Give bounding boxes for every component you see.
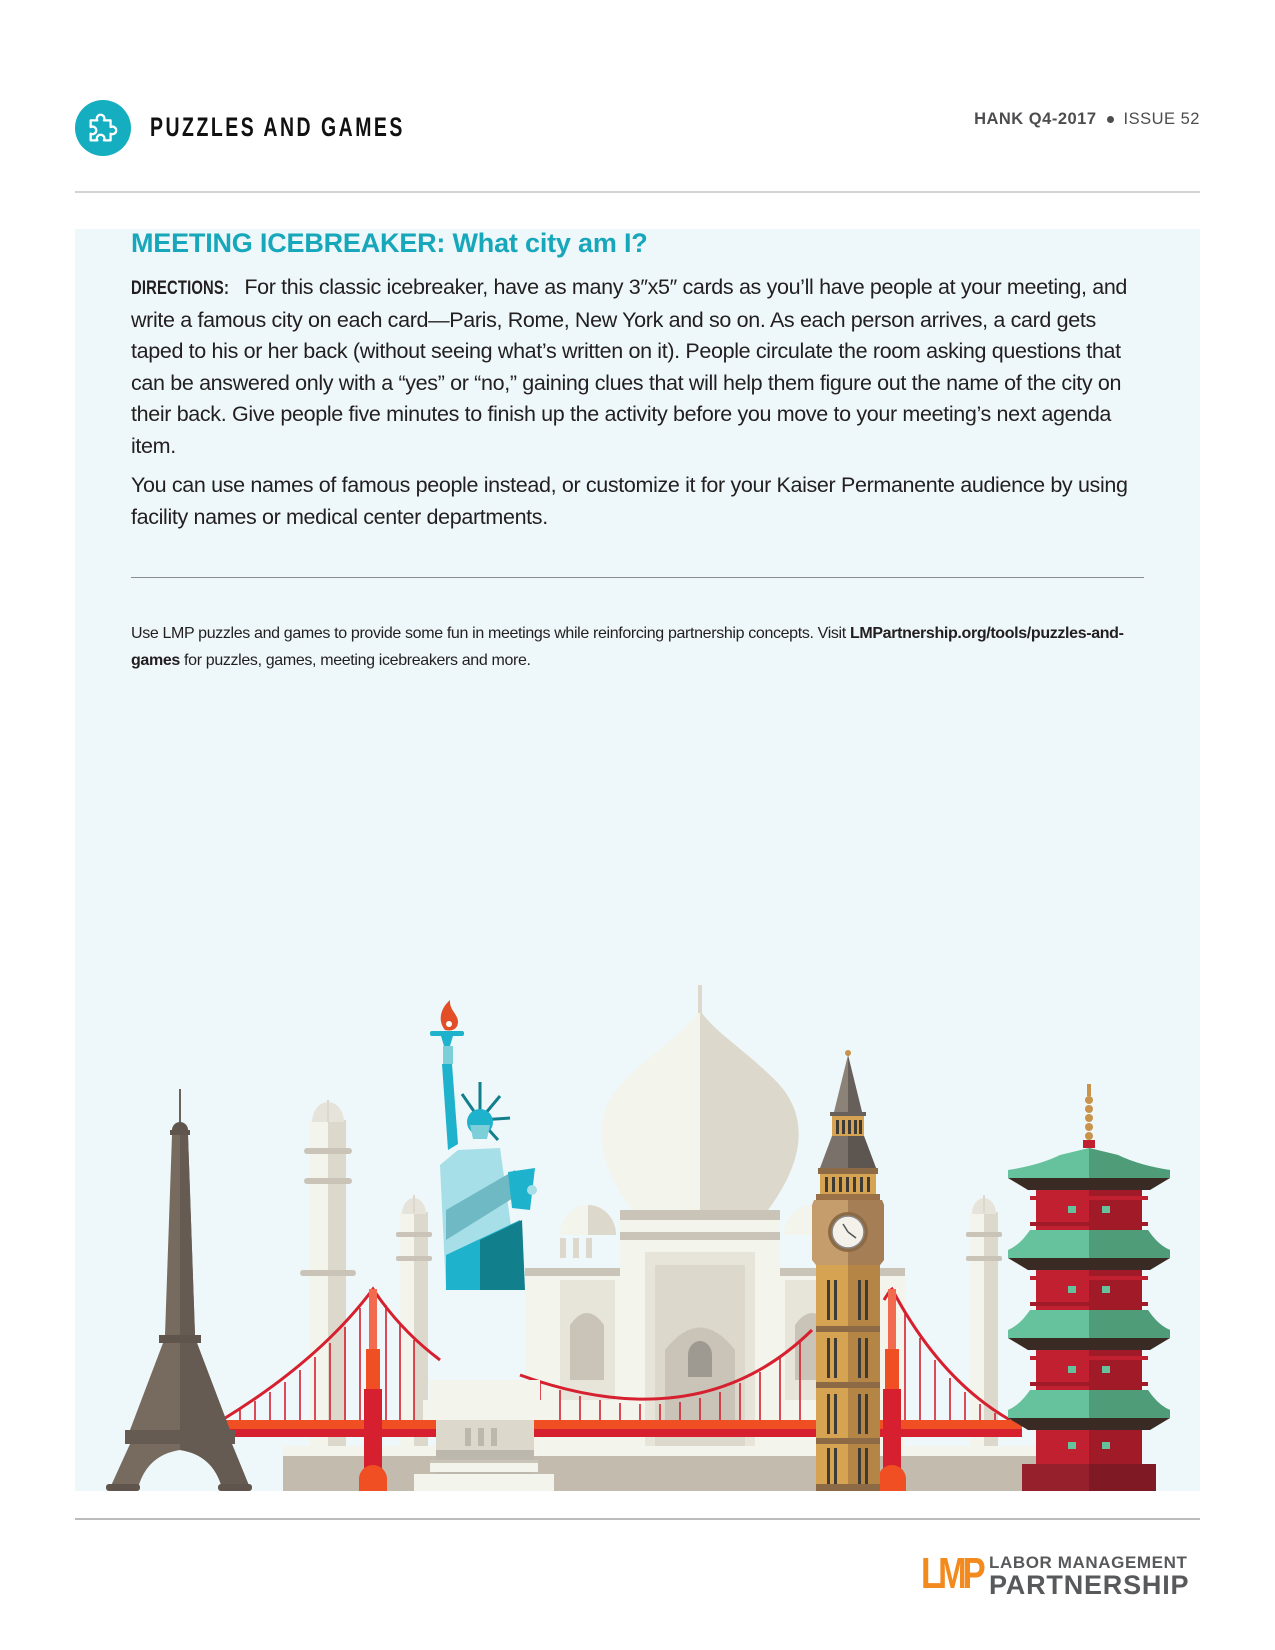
article-body xyxy=(131,272,1151,541)
issue-info xyxy=(974,110,1200,129)
section-divider xyxy=(131,577,1144,578)
minaret-right xyxy=(966,1195,1002,1457)
pagoda-tier xyxy=(1008,1148,1170,1230)
logo-line-2: PARTNERSHIP xyxy=(989,1570,1190,1600)
minaret-left xyxy=(300,1100,356,1455)
big-ben xyxy=(812,1050,884,1491)
section-title: PUZZLES AND GAMES xyxy=(150,112,405,142)
logo-mark: LMP xyxy=(921,1549,982,1598)
footnote-text-end: for puzzles, games, meeting icebreakers and more. xyxy=(179,652,531,669)
bullet-separator xyxy=(1107,116,1114,123)
landmarks-illustration xyxy=(75,980,1200,1491)
pagoda-tier xyxy=(1008,1230,1170,1310)
footnote xyxy=(131,620,1151,674)
directions-text: For this classic icebreaker, have as many 3″x5″ cards as you’ll have people at your meeting, and write a famous city on each card—Paris, Rome, New York and so on. As each person arrives, a card gets taped to his or her back (without seeing what’s written on it). People circulate the room asking questions that can be answered only with a “yes” or “no,” gaining clues that will help them figure out the name of the city on their back. Give people five minutes to finish up the activity before you move to your meeting’s next agenda item. xyxy=(131,275,1128,458)
customize-paragraph: You can use names of famous people instead, or customize it for your Kaiser Permanente audience by using facility names or medical center departments. xyxy=(131,473,1128,529)
logo-line-1: LABOR MANAGEMENT xyxy=(989,1553,1188,1572)
pagoda xyxy=(1008,1084,1170,1491)
footer-divider xyxy=(75,1518,1200,1520)
publication-name: HANK Q4-2017 xyxy=(974,110,1097,128)
article-title: MEETING ICEBREAKER: What city am I? xyxy=(131,228,648,258)
footnote-text: Use LMP puzzles and games to provide some fun in meetings while reinforcing partnership concepts. Visit xyxy=(131,625,850,642)
logo-wordmark xyxy=(989,1554,1189,1599)
puzzle-piece-icon xyxy=(75,100,131,156)
eiffel-tower xyxy=(106,1089,252,1491)
header-divider xyxy=(75,191,1200,193)
directions-label: DIRECTIONS: xyxy=(131,278,230,299)
issue-number: ISSUE 52 xyxy=(1123,110,1200,128)
pagoda-tier xyxy=(1008,1310,1170,1390)
statue-of-liberty xyxy=(414,1000,554,1491)
footnote-link[interactable]: LMPartnership.org/tools/puzzles-and-games xyxy=(131,625,1124,669)
lmp-logo xyxy=(921,1549,1190,1600)
directions-paragraph xyxy=(131,272,1151,462)
